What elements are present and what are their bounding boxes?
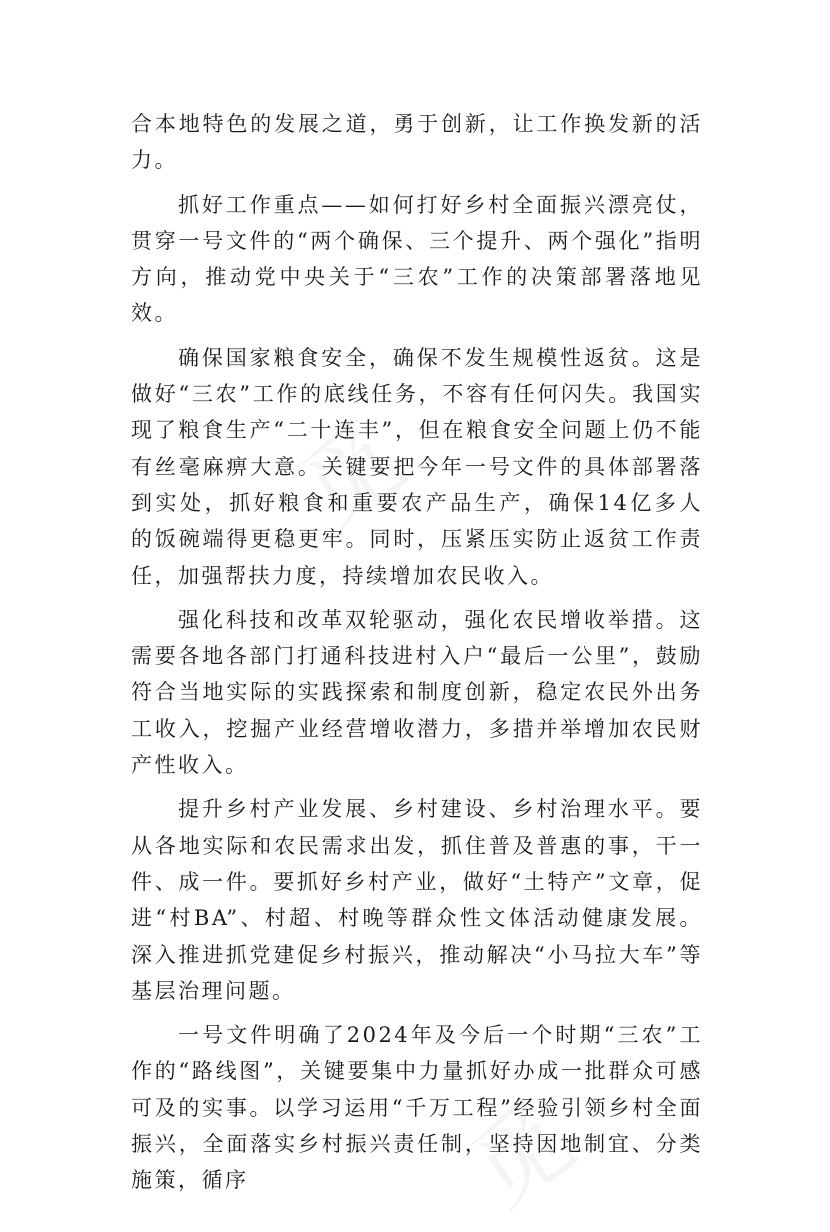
paragraph: 提升乡村产业发展、乡村建设、乡村治理水平。要从各地实际和农民需求出发，抓住普及普惠的事，干一件、成一件。要抓好乡村产业，做好“土特产”文章，促进“村BA”、村超、村晚等群众性文体活动健康发展。深入推进抓党建促乡村振兴，推动解决“小马拉大车”等基层治理问题。	[131, 797, 703, 1003]
watermark: 觅	[450, 1081, 594, 1229]
document-body	[131, 106, 703, 1199]
paragraph: 抓好工作重点——如何打好乡村全面振兴漂亮仗，贯穿一号文件的“两个确保、三个提升、两个强化”指明方向，推动党中央关于“三农”工作的决策部署落地见效。	[131, 192, 703, 326]
paragraph: 强化科技和改革双轮驱动，强化农民增收举措。这需要各地各部门打通科技进村入户“最后一公里”，鼓励符合当地实际的实践探索和制度创新，稳定农民外出务工收入，挖掘产业经营增收潜力，多措并举增加农民财产性收入。	[131, 607, 703, 778]
watermark: 觅	[280, 401, 424, 549]
paragraph: 合本地特色的发展之道，勇于创新，让工作换发新的活力。	[131, 112, 703, 173]
paragraph: 确保国家粮食安全，确保不发生规模性返贫。这是做好“三农”工作的底线任务，不容有任何闪失。我国实现了粮食生产“二十连丰”，但在粮食安全问题上仍不能有丝毫麻痹大意。关键要把今年一号文件的具体部署落到实处，抓好粮食和重要农产品生产，确保14亿多人的饭碗端得更稳更牢。同时，压紧压实防止返贫工作责任，加强帮扶力度，持续增加农民收入。	[131, 345, 703, 588]
paragraph: 一号文件明确了2024年及今后一个时期“三农”工作的“路线图”，关键要集中力量抓好办成一批群众可感可及的实事。以学习运用“千万工程”经验引领乡村全面振兴，全面落实乡村振兴责任制，坚持因地制宜、分类施策，循序	[131, 1023, 703, 1193]
